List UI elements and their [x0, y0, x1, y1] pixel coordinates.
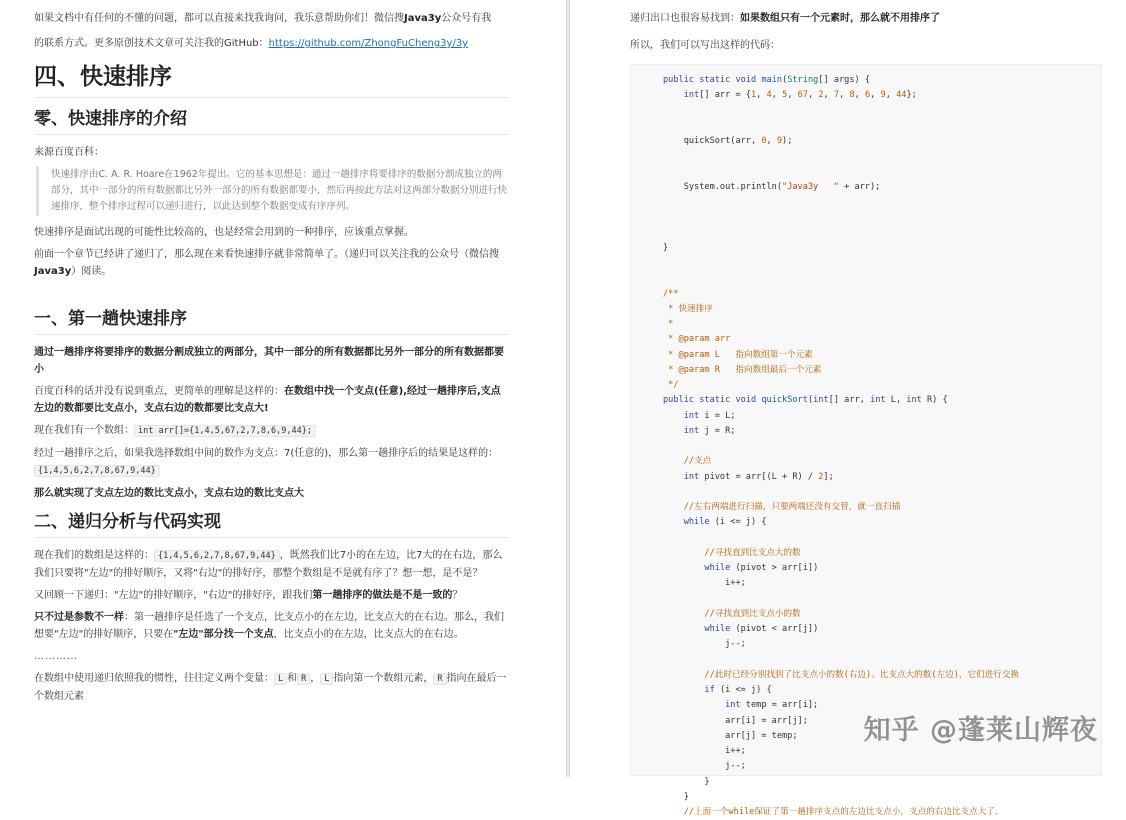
code-token: 1: [750, 90, 757, 101]
kw-public: public: [663, 75, 695, 85]
kw-static: static: [699, 75, 731, 85]
var-R-code-2: R: [433, 673, 446, 685]
code-token: i++;: [725, 746, 746, 756]
code-token: static: [699, 395, 731, 406]
code-token: 9: [776, 136, 783, 146]
code-token: arr[j] = temp;: [725, 730, 798, 741]
code-token: //此时已经分别找到了比支点小的数(右边)、比支点大的数(左边)，它们进行交换: [704, 669, 1020, 680]
recursion-p2-b: 第一趟排序的做法是不是一致的: [312, 590, 453, 601]
code-token: ];: [823, 471, 834, 482]
write-code-sentence: 所以，我们可以写出这样的代码：: [630, 40, 780, 51]
code-token: };: [906, 90, 917, 101]
recursion-p3-c: "左边"部分找一个支点: [173, 629, 274, 640]
array-intro: [34, 422, 510, 440]
code-token: arr[i] = arr[j];: [725, 715, 808, 726]
code-text: public static void main(String[] args) { int[] arr = {1, 4, 5, 67, 2, 7, 8, 6, 9, 44}; quickSort(arr, 0, 9); System.out.println("Java3y " + arr); } /** * 快速排序 * * @param arr * @param L 指向数组第一个元素 * @param R 指向数组最后一个元素 */ public static void quickSort(int[] arr, int L, int R) { int i = L; int j = R; //支点 int pivot = arr[(L + R) / 2]; //左右两端进行扫描，只要两端还没有交替，就一直扫描 while (i <= j) { //寻找直到比支点大的数 while (pivot > arr[i]) i++; //寻找直到比支点小的数 while (pivot < arr[j]) j--; //此时已经分别找到了比支点小的数(右边)、比支点大的数(左边)，它们进行交换 if (i <= j) { int temp = arr[i]; arr[i] = arr[j]; arr[j] = temp; i++; j--; } } //上面一个while保证了第一趟排序支点的左边比支点小，支点的右边比支点大了。: [663, 75, 1020, 817]
code-token: //上面一个while保证了第一趟排序支点的左边比支点小，支点的右边比支点大了。: [683, 807, 1004, 817]
code-token: 9: [880, 90, 886, 101]
code-token: while: [683, 517, 710, 528]
code-token: /**: [663, 288, 679, 299]
code-token: public: [663, 395, 695, 406]
heading-recursion: 二、递归分析与代码实现: [34, 507, 510, 538]
recursion-note-bold: Java3y: [34, 266, 72, 277]
zhihu-watermark: 知乎 @蓬莱山辉夜: [863, 715, 1098, 746]
code-token: }: [663, 242, 669, 253]
intro-text: 如果文档中有任何的不懂的问题，都可以直接来找我询问，我乐意帮助你们！微信搜: [34, 13, 404, 24]
code-token: (pivot > arr[i]): [730, 563, 819, 573]
code-token: }: [704, 776, 710, 787]
code-token: j--;: [725, 639, 746, 650]
code-token: [] arr,: [828, 395, 871, 406]
code-token: "Java3y ": [782, 181, 839, 192]
code-token: [] args) {: [818, 75, 871, 85]
recursion-p2-a: 又回顾一下递归："左边"的排好顺序，"右边"的排好序，跟我们: [34, 590, 313, 601]
code-token: 6: [864, 90, 871, 101]
code-token: );: [782, 136, 793, 146]
recursion-p4-c: 指向第一个数组元素，: [333, 673, 434, 684]
recursion-p2: [34, 587, 510, 604]
ty-string: String: [787, 75, 819, 85]
array-after-code: {1,4,5,6,2,7,8,67,9,44}: [34, 465, 160, 477]
heading-first-pass: 一、第一趟快速排序: [34, 304, 510, 335]
recursion-p4: [34, 670, 510, 705]
code-token: void: [735, 395, 757, 406]
code-token: 0: [761, 136, 767, 146]
baike-quote: [36, 166, 510, 216]
code-token: 7: [833, 90, 840, 101]
code-token: int: [725, 700, 741, 711]
recursion-note: [34, 246, 510, 280]
code-token: int: [813, 395, 829, 406]
kw-void: void: [735, 75, 757, 85]
source-label: 来源百度百科：: [34, 147, 104, 158]
after-pass-text: 经过一趟排序之后，如果我选择数组中间的数作为支点：7(任意的)，那么第一趟排序后的结果是这样的：: [34, 448, 499, 459]
code-token: 44: [896, 90, 907, 101]
recursion-p1-a: 现在我们的数组是这样的：: [34, 550, 154, 561]
exit-a: 递归出口也很容易找到：: [630, 13, 740, 24]
recursion-p3-d: ，比支点小的在左边，比支点大的在右边。: [273, 629, 464, 640]
code-token: //寻找直到比支点小的数: [704, 608, 801, 619]
var-L-code: L: [274, 673, 287, 685]
recursion-note-b: ）阅读。: [71, 266, 112, 277]
code-token: int: [683, 471, 700, 482]
code-token: i++;: [725, 578, 746, 589]
code-token: j--;: [725, 761, 746, 772]
recursion-p1-b: ，既然我们比7小的在左边，比7大的在右边，那么我们只要将"左边"的排好顺序，又将"右边"的排好序，那整个数组是不是就有序了？想一想，是不是？: [34, 550, 503, 579]
code-token: pivot = arr[(L + R) /: [699, 471, 819, 482]
after-pass: [34, 445, 510, 480]
code-token: (pivot < arr[j]): [730, 624, 819, 634]
code-token: if: [704, 685, 715, 695]
code-token: *: [663, 319, 674, 329]
page-title: 四、快速排序: [34, 58, 510, 98]
code-token: 2: [818, 471, 824, 482]
intro-tail: 公众号有我: [441, 13, 492, 24]
code-token: R) {: [921, 395, 948, 406]
code-token: quickSort(arr,: [683, 136, 762, 146]
ellipsis: …………: [34, 651, 78, 662]
code-token: L,: [885, 395, 907, 406]
intro-paragraph: [34, 6, 510, 56]
github-link[interactable]: https://github.com/ZhongFuCheng3y/3y: [268, 38, 469, 49]
var-L-code-2: L: [320, 673, 333, 685]
code-token: 8: [849, 90, 855, 101]
code-token: }: [683, 791, 689, 802]
left-page: [0, 0, 566, 777]
recursion-p2-c: ？: [452, 590, 463, 601]
code-token: i = L;: [699, 410, 736, 421]
code-token: System.out.println(: [683, 181, 783, 192]
result-sentence: [34, 485, 510, 502]
intro-text-2: 的联系方式。更多原创技术文章可关注我的GitHub：: [34, 38, 269, 49]
first-pass-explain: [34, 383, 510, 417]
explain-a: 百度百科的话并没有说到重点，更简单的理解是这样的：: [34, 386, 284, 397]
intro-bold: Java3y: [404, 13, 442, 24]
first-pass-summary: [34, 344, 510, 378]
recursion-p1: [34, 547, 510, 582]
code-token: //寻找直到比支点大的数: [704, 547, 801, 558]
code-token: 5: [782, 90, 788, 101]
code-token: + arr);: [838, 181, 881, 192]
code-token: * @param arr: [663, 334, 731, 345]
code-token: while: [704, 563, 731, 573]
code-token: 2: [818, 90, 824, 101]
code-token: int: [870, 395, 886, 406]
first-pass-bold: 通过一趟排序将要排序的数据分割成独立的两部分，其中一部分的所有数据都比另外一部分的所有数据都要小: [34, 347, 504, 375]
fn-quicksort: quickSort: [761, 395, 808, 406]
interview-note: 快速排序是面试出现的可能性比较高的，也是经常会用到的一种排序，应该重点掌握。: [34, 227, 414, 238]
code-token: while: [704, 624, 731, 634]
code-token: int: [683, 425, 700, 436]
code-token: int: [906, 395, 922, 406]
code-token: (i <= j) {: [709, 517, 767, 528]
recursion-note-a: 前面一个章节已经讲了递归了，那么现在来看快速排序就非常简单了。（递归可以关注我的公众号（微信搜: [34, 249, 499, 260]
code-token: 67: [797, 90, 808, 101]
recursion-p1-code: {1,4,5,6,2,7,8,67,9,44}: [154, 550, 280, 562]
code-token: [] arr = {: [699, 90, 751, 101]
code-token: */: [663, 380, 679, 390]
array-intro-text: 现在我们有一个数组：: [34, 425, 134, 436]
code-token: int: [683, 410, 700, 421]
code-token: temp = arr[i];: [740, 700, 819, 711]
result-bold: 那么就实现了支点左边的数比支点小，支点右边的数比支点大: [34, 488, 304, 499]
code-block: [630, 64, 1102, 817]
code-token: * @param R 指向数组最后一个元素: [663, 364, 822, 375]
code-token: //左右两端进行扫描，只要两端还没有交替，就一直扫描: [683, 502, 901, 512]
recursion-p4-a: 在数组中使用递归依照我的惯性，往往定义两个变量：: [34, 673, 274, 684]
fn-main: main: [761, 75, 783, 85]
and-word: 和: [287, 673, 298, 684]
recursion-p3-b: ：第一趟排序是任选了一个支点，比支点小的在左边，比支点大的在右边。那么，我们想要"左边"的排好顺序，只要在: [34, 612, 504, 640]
code-token: * 快速排序: [663, 303, 713, 314]
code-token: * @param L 指向数组第一个元素: [663, 349, 813, 360]
code-token: 4: [766, 90, 772, 101]
code-token: int: [683, 90, 700, 101]
explain-b: 在数组中找一个支点(任意),经过一趟排序后,支点左边的数都要比支点小，支点右边的数都要比支点大!: [34, 386, 501, 414]
var-R-code: R: [297, 673, 310, 685]
code-token: j = R;: [699, 425, 736, 436]
exit-sentence: [630, 6, 1102, 31]
code-token: //支点: [683, 456, 712, 467]
quote-text: 快速排序由C. A. R. Hoare在1962年提出。它的基本思想是：通过一趟排序将要排序的数据分割成独立的两部分，其中一部分的所有数据都比另外一部分的所有数据都要小，然后再按此方法对这两部分数据分别进行快速排序，整个排序过程可以递归进行，以此达到整个数据变成有序序列。: [51, 169, 508, 212]
exit-b: 如果数组只有一个元素时，那么就不用排序了: [740, 13, 940, 24]
code-token: (i <= j) {: [714, 685, 772, 695]
recursion-p3: [34, 609, 510, 643]
comma: ，: [310, 673, 321, 684]
heading-intro: 零、快速排序的介绍: [34, 104, 510, 135]
array-decl-code: int arr[]={1,4,5,67,2,7,8,6,9,44};: [134, 425, 316, 437]
recursion-p3-a: 只不过是参数不一样: [34, 612, 124, 623]
right-page: [570, 0, 1126, 817]
recursion-p4-d: 指向在最后一个数组元素: [34, 673, 507, 702]
